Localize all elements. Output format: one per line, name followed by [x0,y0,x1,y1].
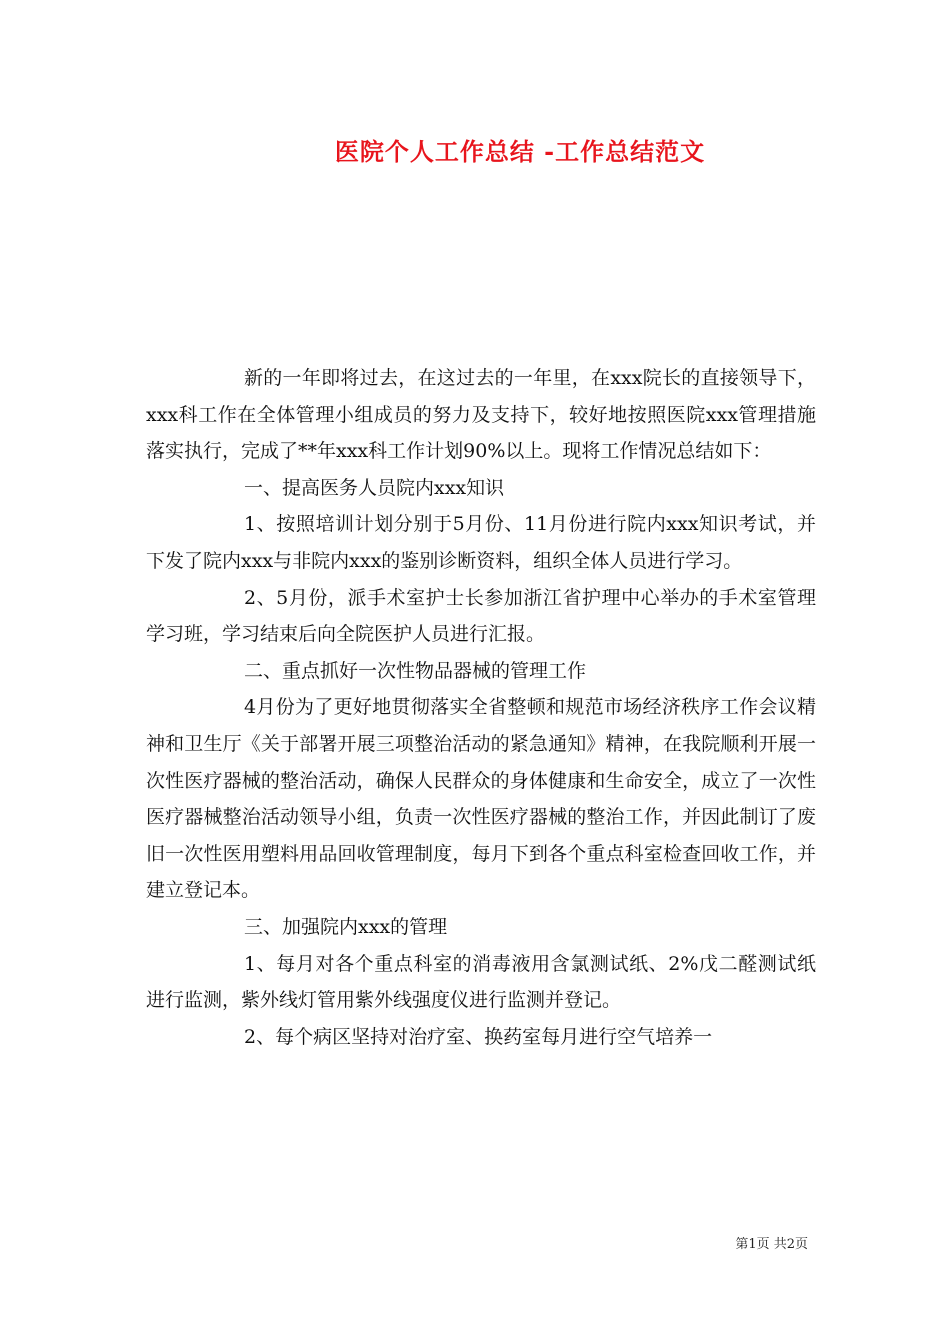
page-indicator: 第1页 共2页 [735,1237,808,1252]
paragraph-3-1: 1、每月对各个重点科室的消毒液用含氯测试纸、2%戊二醛测试纸进行监测，紫外线灯管用紫外线强度仪进行监测并登记。 [146,952,816,1012]
paragraph-3-2: 2、每个病区坚持对治疗室、换药室每月进行空气培养一 [244,1025,713,1048]
paragraph-1-2: 2、5月份，派手术室护士长参加浙江省护理中心举办的手术室管理学习班，学习结束后向全院医护人员进行汇报。 [146,586,816,646]
section-heading-3: 三、加强院内xxx的管理 [244,915,448,938]
document-body [146,360,816,1055]
paragraph-1-1: 1、按照培训计划分别于5月份、11月份进行院内xxx知识考试，并下发了院内xxx与非院内xxx的鉴别诊断资料，组织全体人员进行学习。 [146,513,816,572]
section-heading-2: 二、重点抓好一次性物品器械的管理工作 [244,659,587,682]
document-title: 医院个人工作总结 -工作总结范文 [334,137,706,166]
paragraph-2: 4月份为了更好地贯彻落实全省整顿和规范市场经济秩序工作会议精神和卫生厅《关于部署开展三项整治活动的紧急通知》精神，在我院顺利开展一次性医疗器械的整治活动，确保人民群众的身体健康和生命安全，成立了一次性医疗器械整治活动领导小组，负责一次性医疗器械的整治工作，并因此制订了废旧一次性医用塑料用品回收管理制度，每月下到各个重点科室检查回收工作，并建立登记本。 [146,696,816,902]
paragraph-intro: 新的一年即将过去，在这过去的一年里，在xxx院长的直接领导下，xxx科工作在全体管理小组成员的努力及支持下，较好地按照医院xxx管理措施落实执行，完成了**年xxx科工作计划90%以上。现将工作情况总结如下： [146,367,816,463]
section-heading-1: 一、提高医务人员院内xxx知识 [244,476,505,499]
